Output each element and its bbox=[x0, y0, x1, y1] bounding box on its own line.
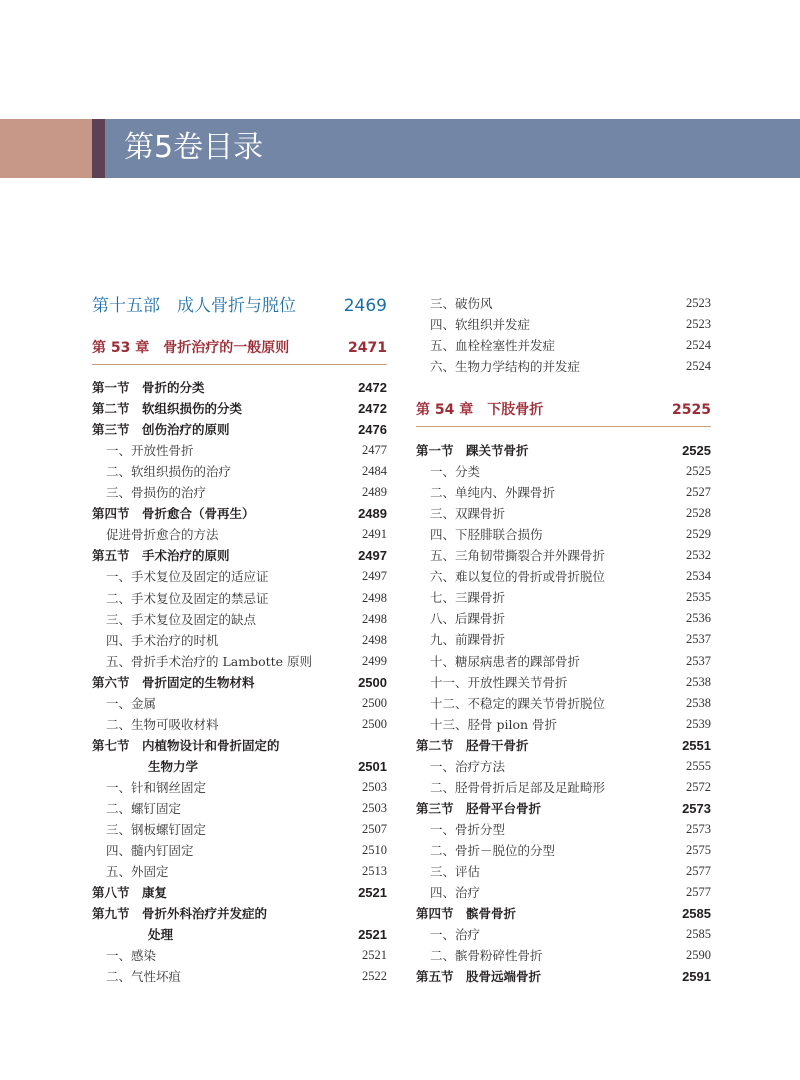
toc-subsection-entry[interactable] bbox=[416, 819, 711, 840]
entry-page: 2477 bbox=[362, 443, 387, 458]
toc-section-entry[interactable] bbox=[92, 398, 387, 419]
entry-title: 一、分类 bbox=[430, 464, 481, 480]
entry-title: 四、软组织并发症 bbox=[430, 317, 531, 333]
toc-subsection-entry[interactable] bbox=[92, 693, 387, 714]
chapter-page: 2471 bbox=[348, 340, 387, 356]
entry-page: 2525 bbox=[682, 443, 711, 458]
toc-subsection-entry[interactable] bbox=[416, 293, 711, 314]
entry-title: 五、血栓栓塞性并发症 bbox=[430, 338, 556, 354]
entry-title: 第三节 创伤治疗的原则 bbox=[92, 422, 230, 438]
entry-title: 一、治疗 bbox=[430, 927, 481, 943]
entry-page: 2573 bbox=[686, 821, 711, 836]
entry-title: 五、外固定 bbox=[106, 864, 169, 880]
entry-page: 2575 bbox=[686, 842, 711, 857]
entry-page: 2527 bbox=[686, 485, 711, 500]
entry-page: 2489 bbox=[358, 506, 387, 522]
toc-subsection-entry[interactable] bbox=[416, 693, 711, 714]
entry-page: 2497 bbox=[358, 548, 387, 564]
toc-subsection-entry[interactable] bbox=[92, 609, 387, 630]
toc-subsection-entry[interactable] bbox=[416, 672, 711, 693]
toc-subsection-entry[interactable] bbox=[92, 966, 387, 987]
toc-subsection-entry[interactable] bbox=[416, 524, 711, 545]
entry-title: 三、手术复位及固定的缺点 bbox=[106, 611, 257, 627]
entry-title: 八、后踝骨折 bbox=[430, 611, 506, 627]
entry-title: 三、评估 bbox=[430, 864, 481, 879]
toc-section-entry[interactable] bbox=[416, 966, 711, 987]
chapter-rule bbox=[416, 426, 711, 427]
part-page: 2469 bbox=[343, 296, 387, 316]
chapter-label: 第 54 章 下肢骨折 bbox=[416, 402, 544, 418]
entry-title: 处理 bbox=[148, 927, 174, 943]
entry-title: 第四节 髌骨骨折 bbox=[416, 906, 517, 922]
entry-page: 2528 bbox=[686, 506, 711, 521]
entry-page: 2476 bbox=[358, 422, 387, 438]
entry-page: 2499 bbox=[362, 653, 387, 668]
toc-section-entry[interactable] bbox=[92, 503, 387, 524]
entry-page: 2489 bbox=[362, 485, 387, 500]
toc-subsection-entry[interactable] bbox=[92, 714, 387, 735]
chapter-rule bbox=[92, 364, 387, 365]
toc-section-entry[interactable] bbox=[92, 419, 387, 440]
part-label: 第十五部 成人骨折与脱位 bbox=[92, 296, 296, 316]
toc-subsection-entry[interactable] bbox=[416, 861, 711, 882]
toc-section-entry[interactable] bbox=[92, 545, 387, 566]
entry-page: 2590 bbox=[686, 948, 711, 963]
entry-page: 2538 bbox=[686, 674, 711, 689]
toc-subsection-entry[interactable] bbox=[92, 461, 387, 482]
entry-title: 第四节 骨折愈合（骨再生） bbox=[92, 506, 255, 522]
entry-title: 十三、胫骨 pilon 骨折 bbox=[430, 716, 558, 732]
entry-page: 2551 bbox=[682, 737, 711, 753]
entry-title: 四、髓内钉固定 bbox=[106, 843, 194, 859]
toc-subsection-entry[interactable] bbox=[92, 777, 387, 798]
toc-subsection-entry[interactable] bbox=[416, 756, 711, 777]
toc-subsection-entry[interactable] bbox=[416, 356, 711, 377]
toc-section-entry[interactable] bbox=[92, 735, 387, 756]
toc-subsection-entry[interactable] bbox=[92, 819, 387, 840]
entry-title: 促进骨折愈合的方法 bbox=[106, 527, 219, 543]
entry-title: 四、治疗 bbox=[430, 885, 481, 901]
toc-subsection-entry[interactable] bbox=[92, 482, 387, 503]
banner-accent-block bbox=[0, 119, 92, 178]
entry-title: 三、双踝骨折 bbox=[430, 506, 506, 522]
toc-subsection-entry[interactable] bbox=[92, 861, 387, 882]
toc-section-entry[interactable] bbox=[92, 903, 387, 924]
entry-page: 2591 bbox=[682, 969, 711, 985]
entry-page: 2573 bbox=[682, 800, 711, 816]
entry-title: 第二节 软组织损伤的分类 bbox=[92, 401, 243, 417]
page-title: 第5卷目录 bbox=[124, 130, 264, 165]
entry-title: 五、三角韧带撕裂合并外踝骨折 bbox=[430, 548, 606, 564]
entry-page: 2500 bbox=[358, 674, 387, 690]
entry-title: 一、感染 bbox=[106, 948, 157, 964]
entry-title: 一、针和钢丝固定 bbox=[106, 779, 207, 795]
entry-page: 2521 bbox=[358, 885, 387, 901]
entry-page: 2529 bbox=[686, 527, 711, 542]
entry-page: 2498 bbox=[362, 632, 387, 647]
entry-title: 一、开放性骨折 bbox=[106, 443, 194, 459]
toc-subsection-entry[interactable] bbox=[416, 566, 711, 587]
toc-subsection-entry[interactable] bbox=[416, 777, 711, 798]
toc-subsection-entry[interactable] bbox=[92, 840, 387, 861]
entry-page: 2537 bbox=[686, 632, 711, 647]
toc-subsection-entry[interactable] bbox=[92, 588, 387, 609]
entry-title: 六、难以复位的骨折或骨折脱位 bbox=[430, 569, 606, 585]
entry-page: 2524 bbox=[686, 338, 711, 353]
chapter-heading[interactable] bbox=[416, 400, 711, 420]
entry-page: 2523 bbox=[686, 317, 711, 332]
entry-title: 三、骨损伤的治疗 bbox=[106, 485, 207, 501]
entry-page: 2539 bbox=[686, 716, 711, 731]
entry-page: 2537 bbox=[686, 653, 711, 668]
entry-page: 2491 bbox=[362, 527, 387, 542]
entry-page: 2536 bbox=[686, 611, 711, 626]
entry-page: 2472 bbox=[358, 380, 387, 395]
entry-page: 2577 bbox=[686, 885, 711, 900]
entry-title: 一、手术复位及固定的适应证 bbox=[106, 569, 269, 585]
entry-title: 二、单纯内、外踝骨折 bbox=[430, 485, 556, 501]
entry-title: 三、破伤风 bbox=[430, 296, 493, 311]
entry-page: 2472 bbox=[358, 401, 387, 417]
entry-title: 十、糖尿病患者的踝部骨折 bbox=[430, 653, 581, 669]
entry-page: 2524 bbox=[686, 359, 711, 374]
entry-page: 2498 bbox=[362, 611, 387, 626]
toc-section-entry[interactable] bbox=[416, 440, 711, 461]
entry-page: 2484 bbox=[362, 464, 387, 479]
toc-right-column bbox=[416, 0, 711, 1080]
entry-page: 2577 bbox=[686, 864, 711, 878]
entry-page: 2513 bbox=[362, 864, 387, 879]
entry-title: 一、治疗方法 bbox=[430, 758, 506, 774]
toc-subsection-entry[interactable] bbox=[92, 440, 387, 461]
entry-title: 第八节 康复 bbox=[92, 885, 168, 901]
entry-title: 七、三踝骨折 bbox=[430, 590, 506, 606]
entry-page: 2525 bbox=[686, 464, 711, 479]
entry-page: 2523 bbox=[686, 296, 711, 310]
toc-subsection-entry[interactable] bbox=[416, 840, 711, 861]
toc-subsection-entry[interactable] bbox=[416, 461, 711, 482]
toc-subsection-entry[interactable] bbox=[92, 524, 387, 545]
toc-subsection-entry[interactable] bbox=[92, 566, 387, 587]
toc-section-entry[interactable] bbox=[92, 882, 387, 903]
toc-subsection-entry[interactable] bbox=[416, 482, 711, 503]
toc-subsection-entry[interactable] bbox=[416, 608, 711, 629]
entry-title: 二、气性坏疽 bbox=[106, 969, 182, 985]
entry-page: 2538 bbox=[686, 695, 711, 710]
toc-subsection-entry[interactable] bbox=[416, 714, 711, 735]
entry-page: 2555 bbox=[686, 758, 711, 773]
entry-title: 二、螺钉固定 bbox=[106, 801, 182, 816]
entry-title: 一、金属 bbox=[106, 695, 157, 711]
toc-subsection-entry[interactable] bbox=[416, 587, 711, 608]
entry-title: 第一节 踝关节骨折 bbox=[416, 443, 529, 458]
toc-subsection-entry[interactable] bbox=[92, 945, 387, 966]
chapter-label: 第 53 章 骨折治疗的一般原则 bbox=[92, 340, 290, 356]
entry-title: 生物力学 bbox=[148, 758, 199, 774]
entry-page: 2500 bbox=[362, 695, 387, 710]
entry-page: 2522 bbox=[362, 969, 387, 984]
entry-title: 第二节 胫骨干骨折 bbox=[416, 737, 529, 753]
entry-title: 四、手术治疗的时机 bbox=[106, 632, 219, 648]
toc-subsection-entry[interactable] bbox=[416, 335, 711, 356]
entry-title: 第一节 骨折的分类 bbox=[92, 380, 205, 395]
entry-title: 二、骨折－脱位的分型 bbox=[430, 842, 556, 858]
toc-subsection-entry[interactable] bbox=[416, 924, 711, 945]
entry-title: 二、髌骨粉碎性骨折 bbox=[430, 948, 543, 964]
entry-page: 2501 bbox=[358, 758, 387, 774]
toc-subsection-entry[interactable] bbox=[416, 882, 711, 903]
toc-subsection-entry[interactable] bbox=[416, 651, 711, 672]
entry-title: 二、软组织损伤的治疗 bbox=[106, 464, 232, 480]
toc-section-entry[interactable] bbox=[416, 735, 711, 756]
toc-section-entry[interactable] bbox=[92, 672, 387, 693]
entry-page: 2572 bbox=[686, 779, 711, 794]
entry-title: 三、钢板螺钉固定 bbox=[106, 822, 207, 838]
entry-title: 九、前踝骨折 bbox=[430, 632, 506, 648]
entry-page: 2521 bbox=[362, 948, 387, 963]
entry-title: 第五节 手术治疗的原则 bbox=[92, 548, 230, 564]
entry-title: 二、胫骨骨折后足部及足趾畸形 bbox=[430, 779, 606, 795]
entry-title: 十二、不稳定的踝关节骨折脱位 bbox=[430, 695, 606, 711]
entry-title: 第六节 骨折固定的生物材料 bbox=[92, 674, 255, 690]
entry-title: 二、生物可吸收材料 bbox=[106, 716, 219, 732]
toc-subsection-entry[interactable] bbox=[416, 314, 711, 335]
entry-title: 第五节 股骨远端骨折 bbox=[416, 969, 542, 985]
entry-page: 2532 bbox=[686, 548, 711, 563]
toc-subsection-entry[interactable] bbox=[416, 945, 711, 966]
toc-section-entry[interactable] bbox=[416, 903, 711, 924]
entry-page: 2497 bbox=[362, 569, 387, 584]
toc-subsection-entry[interactable] bbox=[416, 629, 711, 650]
entry-title: 第三节 胫骨平台骨折 bbox=[416, 800, 542, 816]
entry-page: 2510 bbox=[362, 843, 387, 858]
entry-page: 2500 bbox=[362, 716, 387, 731]
toc-subsection-entry[interactable] bbox=[92, 630, 387, 651]
entry-page: 2507 bbox=[362, 822, 387, 837]
entry-title: 六、生物力学结构的并发症 bbox=[430, 359, 581, 375]
entry-title: 十一、开放性踝关节骨折 bbox=[430, 674, 568, 690]
entry-page: 2498 bbox=[362, 590, 387, 605]
chapter-page: 2525 bbox=[672, 402, 711, 418]
toc-subsection-entry[interactable] bbox=[416, 545, 711, 566]
entry-title: 五、骨折手术治疗的 Lambotte 原则 bbox=[106, 653, 313, 669]
toc-section-entry[interactable] bbox=[416, 798, 711, 819]
entry-title: 一、骨折分型 bbox=[430, 821, 506, 837]
toc-section-entry[interactable] bbox=[92, 377, 387, 398]
toc-subsection-entry[interactable] bbox=[416, 503, 711, 524]
entry-page: 2503 bbox=[362, 779, 387, 794]
chapter-heading[interactable] bbox=[92, 338, 387, 358]
toc-subsection-entry[interactable] bbox=[92, 651, 387, 672]
toc-section-entry[interactable] bbox=[92, 924, 387, 945]
entry-page: 2585 bbox=[686, 927, 711, 942]
toc-left-column bbox=[92, 0, 387, 1080]
entry-title: 二、手术复位及固定的禁忌证 bbox=[106, 590, 269, 606]
toc-section-entry[interactable] bbox=[92, 756, 387, 777]
entry-page: 2535 bbox=[686, 590, 711, 605]
entry-page: 2521 bbox=[358, 927, 387, 943]
entry-title: 四、下胫腓联合损伤 bbox=[430, 527, 543, 543]
entry-page: 2585 bbox=[682, 906, 711, 922]
entry-title: 第七节 内植物设计和骨折固定的 bbox=[92, 737, 280, 753]
entry-page: 2534 bbox=[686, 569, 711, 584]
entry-title: 第九节 骨折外科治疗并发症的 bbox=[92, 906, 268, 922]
entry-page: 2503 bbox=[362, 801, 387, 815]
part-heading[interactable] bbox=[92, 296, 387, 316]
toc-subsection-entry[interactable] bbox=[92, 798, 387, 819]
